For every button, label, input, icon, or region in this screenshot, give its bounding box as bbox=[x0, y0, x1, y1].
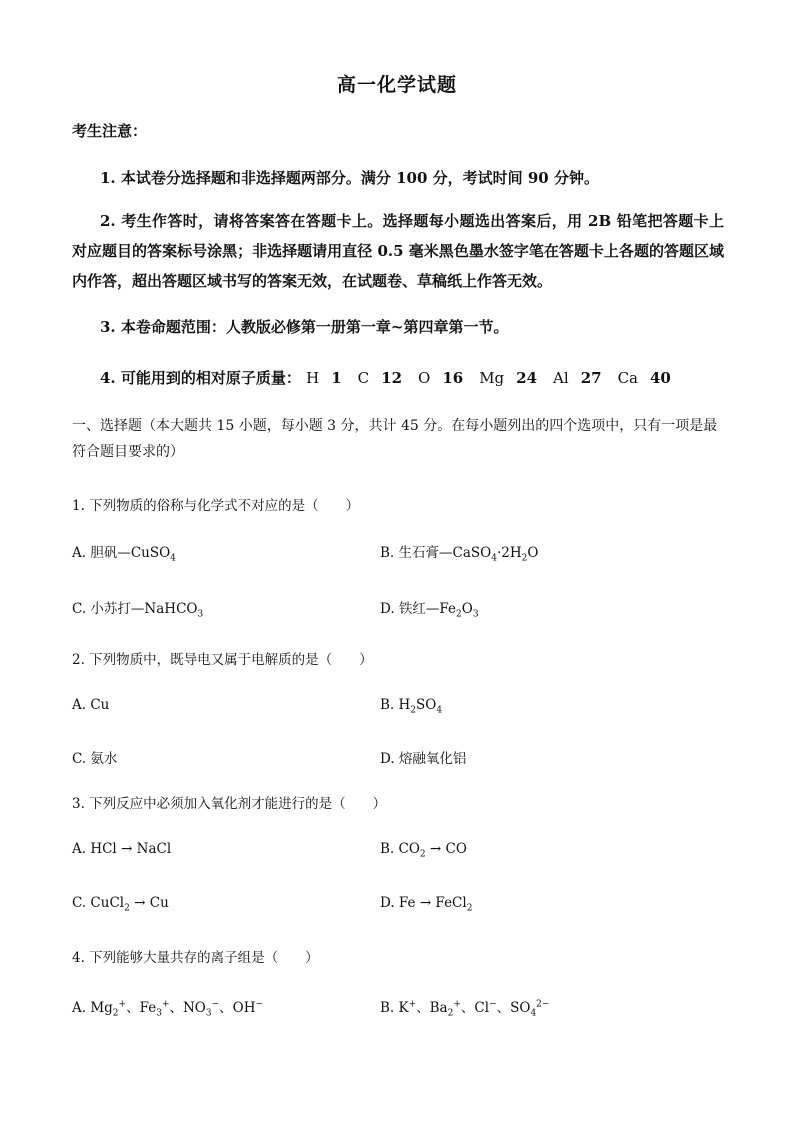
element-symbol: C bbox=[357, 369, 370, 387]
element-symbol: Al bbox=[553, 369, 569, 387]
notice-item-2: 2. 考生作答时，请将答案答在答题卡上。选择题每小题选出答案后，用 2B 铅笔把答题卡上对应题目的答案标号涂黑；非选择题请用直径 0.5 毫米黑色墨水签字笔在答题卡上各题的答题区域内作答，超出答题区域书写的答案无效，在试题卷、草稿纸上作答无效。 bbox=[72, 212, 724, 290]
notice-item-1: 1. 本试卷分选择题和非选择题两部分。满分 100 分，考试时间 90 分钟。 bbox=[100, 169, 599, 187]
atomic-mass-value: 40 bbox=[649, 369, 671, 387]
atomic-mass-item bbox=[306, 369, 342, 387]
question-2-option-d[interactable]: D. 熔融氧化铝 bbox=[380, 751, 467, 767]
element-symbol: O bbox=[418, 369, 431, 387]
question-2-option-b[interactable]: B. $H_2SO_4$ bbox=[380, 697, 443, 716]
atomic-mass-value: 24 bbox=[516, 369, 538, 387]
element-symbol: Mg bbox=[479, 369, 505, 387]
atomic-mass-value: 16 bbox=[442, 369, 464, 387]
atomic-mass-value: 27 bbox=[580, 369, 602, 387]
atomic-mass-item bbox=[479, 369, 537, 387]
atomic-mass-list bbox=[306, 369, 671, 387]
atomic-mass-value: 12 bbox=[381, 369, 403, 387]
page-title: 高一化学试题 bbox=[336, 74, 457, 96]
question-1-option-a[interactable]: A. 胆矾—CuSO$_4$ bbox=[72, 545, 176, 564]
question-4-option-b[interactable]: B. K+、$Ba_2^+$、Cl−、$SO_4^{2-}$ bbox=[380, 999, 550, 1019]
question-3-option-b[interactable]: B. $CO_2$ → CO bbox=[380, 841, 467, 860]
question-1-option-d[interactable]: D. 铁红$—Fe_2O_3$ bbox=[380, 601, 479, 620]
question-1-option-c[interactable]: C. 小苏打—NaHCO$_3$ bbox=[72, 601, 204, 620]
question-4-stem: 4. 下列能够大量共存的离子组是（ ） bbox=[72, 950, 319, 966]
notice-heading: 考生注意： bbox=[72, 122, 148, 140]
atomic-mass-item bbox=[553, 369, 602, 387]
atomic-mass-label: 4. 可能用到的相对原子质量： bbox=[100, 369, 301, 387]
question-1-option-b[interactable]: B. 生石膏$—CaSO_4\cdot 2H_2O$ bbox=[380, 545, 539, 564]
element-symbol: Ca bbox=[617, 369, 638, 387]
question-3-stem: 3. 下列反应中必须加入氧化剂才能进行的是（ ） bbox=[72, 796, 387, 812]
question-2-option-a[interactable]: A. Cu bbox=[72, 697, 110, 713]
notice-item-3: 3. 本卷命题范围：人教版必修第一册第一章~第四章第一节。 bbox=[100, 318, 509, 336]
atomic-mass-item bbox=[618, 369, 671, 387]
question-3-option-c[interactable]: C. CuCl$_2$ → Cu bbox=[72, 895, 169, 914]
question-3-option-a[interactable]: A. HCl → NaCl bbox=[72, 841, 172, 857]
section-heading: 一、选择题（本大题共 15 小题，每小题 3 分，共计 45 分。在每小题列出的四个选项中，只有一项是最符合题目要求的） bbox=[72, 418, 718, 460]
question-4-option-a[interactable]: A. $Mg_2^+$、$Fe_3^+$、$NO_3^-$、OH− bbox=[72, 999, 264, 1019]
notice-item-4 bbox=[100, 367, 671, 388]
question-2-option-c[interactable]: C. 氨水 bbox=[72, 751, 118, 767]
atomic-mass-item bbox=[418, 369, 463, 387]
atomic-mass-item bbox=[358, 369, 402, 387]
element-symbol: H bbox=[306, 369, 320, 387]
question-1-stem: 1. 下列物质的俗称与化学式不对应的是（ ） bbox=[72, 498, 360, 514]
atomic-mass-value: 1 bbox=[331, 369, 342, 387]
question-2-stem: 2. 下列物质中，既导电又属于电解质的是（ ） bbox=[72, 652, 373, 668]
question-3-option-d[interactable]: D. Fe → FeCl$_2$ bbox=[380, 895, 473, 914]
